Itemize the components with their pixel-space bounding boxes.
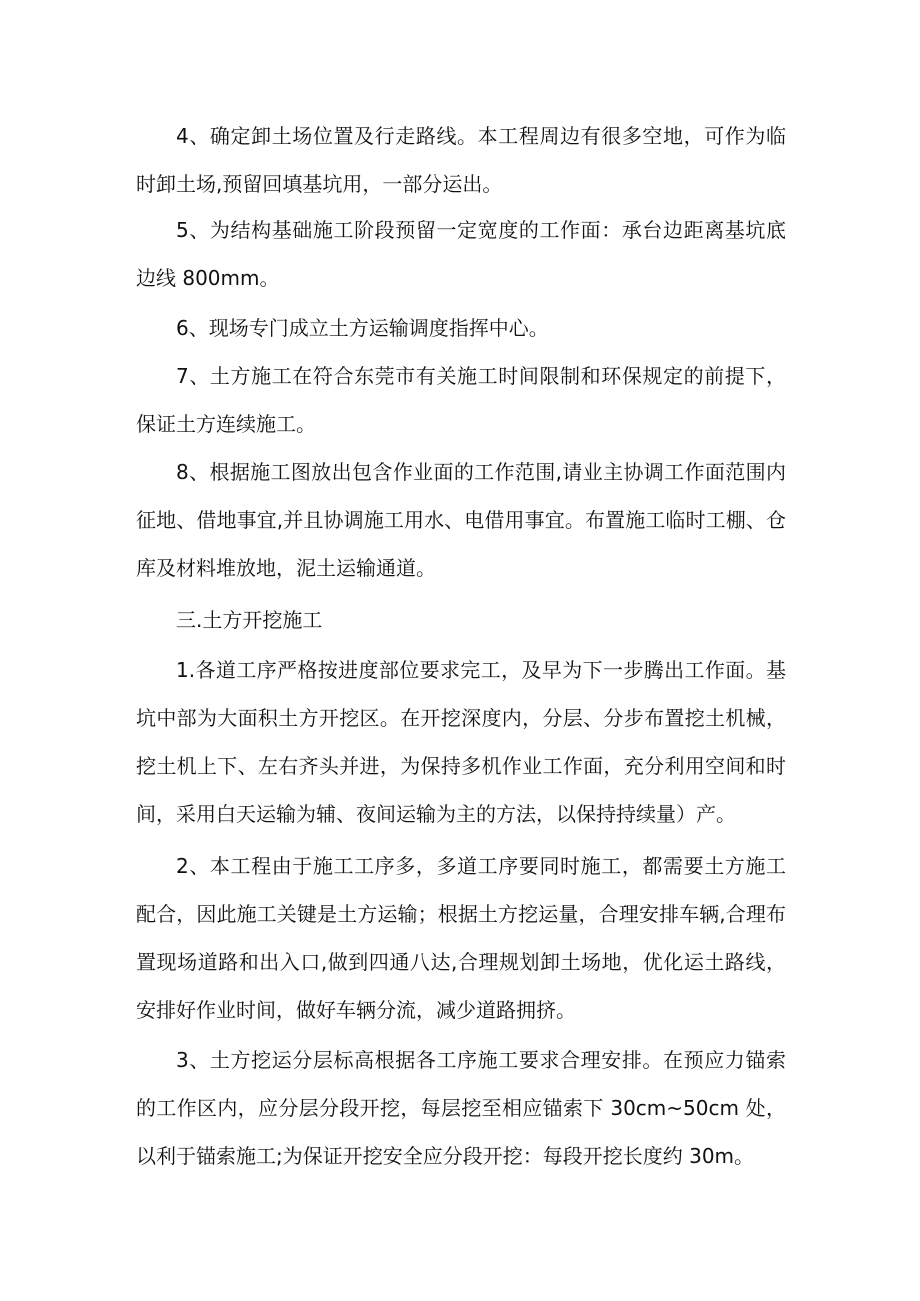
paragraph-item-8: 8、根据施工图放出包含作业面的工作范围,请业主协调工作面范围内征地、借地事宜,并且协调施工用水、电借用事宜。布置施工临时工棚、仓库及材料堆放地，泥土运输通道。 — [136, 460, 786, 580]
paragraph-item-2: 2、本工程由于施工工序多，多道工序要同时施工，都需要土方施工配合，因此施工关键是土方运输；根据土方挖运量，合理安排车辆,合理布置现场道路和出入口,做到四通八达,合理规划卸土场地，优化运土路线，安排好作业时间，做好车辆分流，减少道路拥挤。 — [136, 854, 786, 1022]
paragraph-item-3: 3、土方挖运分层标高根据各工序施工要求合理安排。在预应力锚索的工作区内，应分层分段开挖，每层挖至相应锚索下 30cm~50cm 处，以利于锚索施工;为保证开挖安全应分段开挖：每段开挖长度约 30m。 — [136, 1048, 786, 1168]
paragraph-item-4: 4、确定卸土场位置及行走路线。本工程周边有很多空地，可作为临时卸土场,预留回填基坑用，一部分运出。 — [136, 124, 786, 196]
paragraph-item-7: 7、土方施工在符合东莞市有关施工时间限制和环保规定的前提下，保证土方连续施工。 — [136, 364, 786, 436]
paragraph-item-6: 6、现场专门成立土方运输调度指挥中心。 — [176, 316, 549, 340]
section-heading: 三.土方开挖施工 — [176, 608, 323, 632]
paragraph-item-1: 1.各道工序严格按进度部位要求完工，及早为下一步腾出工作面。基坑中部为大面积土方开挖区。在开挖深度内，分层、分步布置挖土机械，挖土机上下、左右齐头并进，为保持多机作业工作面，充分利用空间和时间，采用白天运输为辅、夜间运输为主的方法，以保持持续量）产。 — [136, 658, 786, 826]
paragraph-item-5: 5、为结构基础施工阶段预留一定宽度的工作面：承台边距离基坑底边线 800mm。 — [136, 218, 786, 290]
